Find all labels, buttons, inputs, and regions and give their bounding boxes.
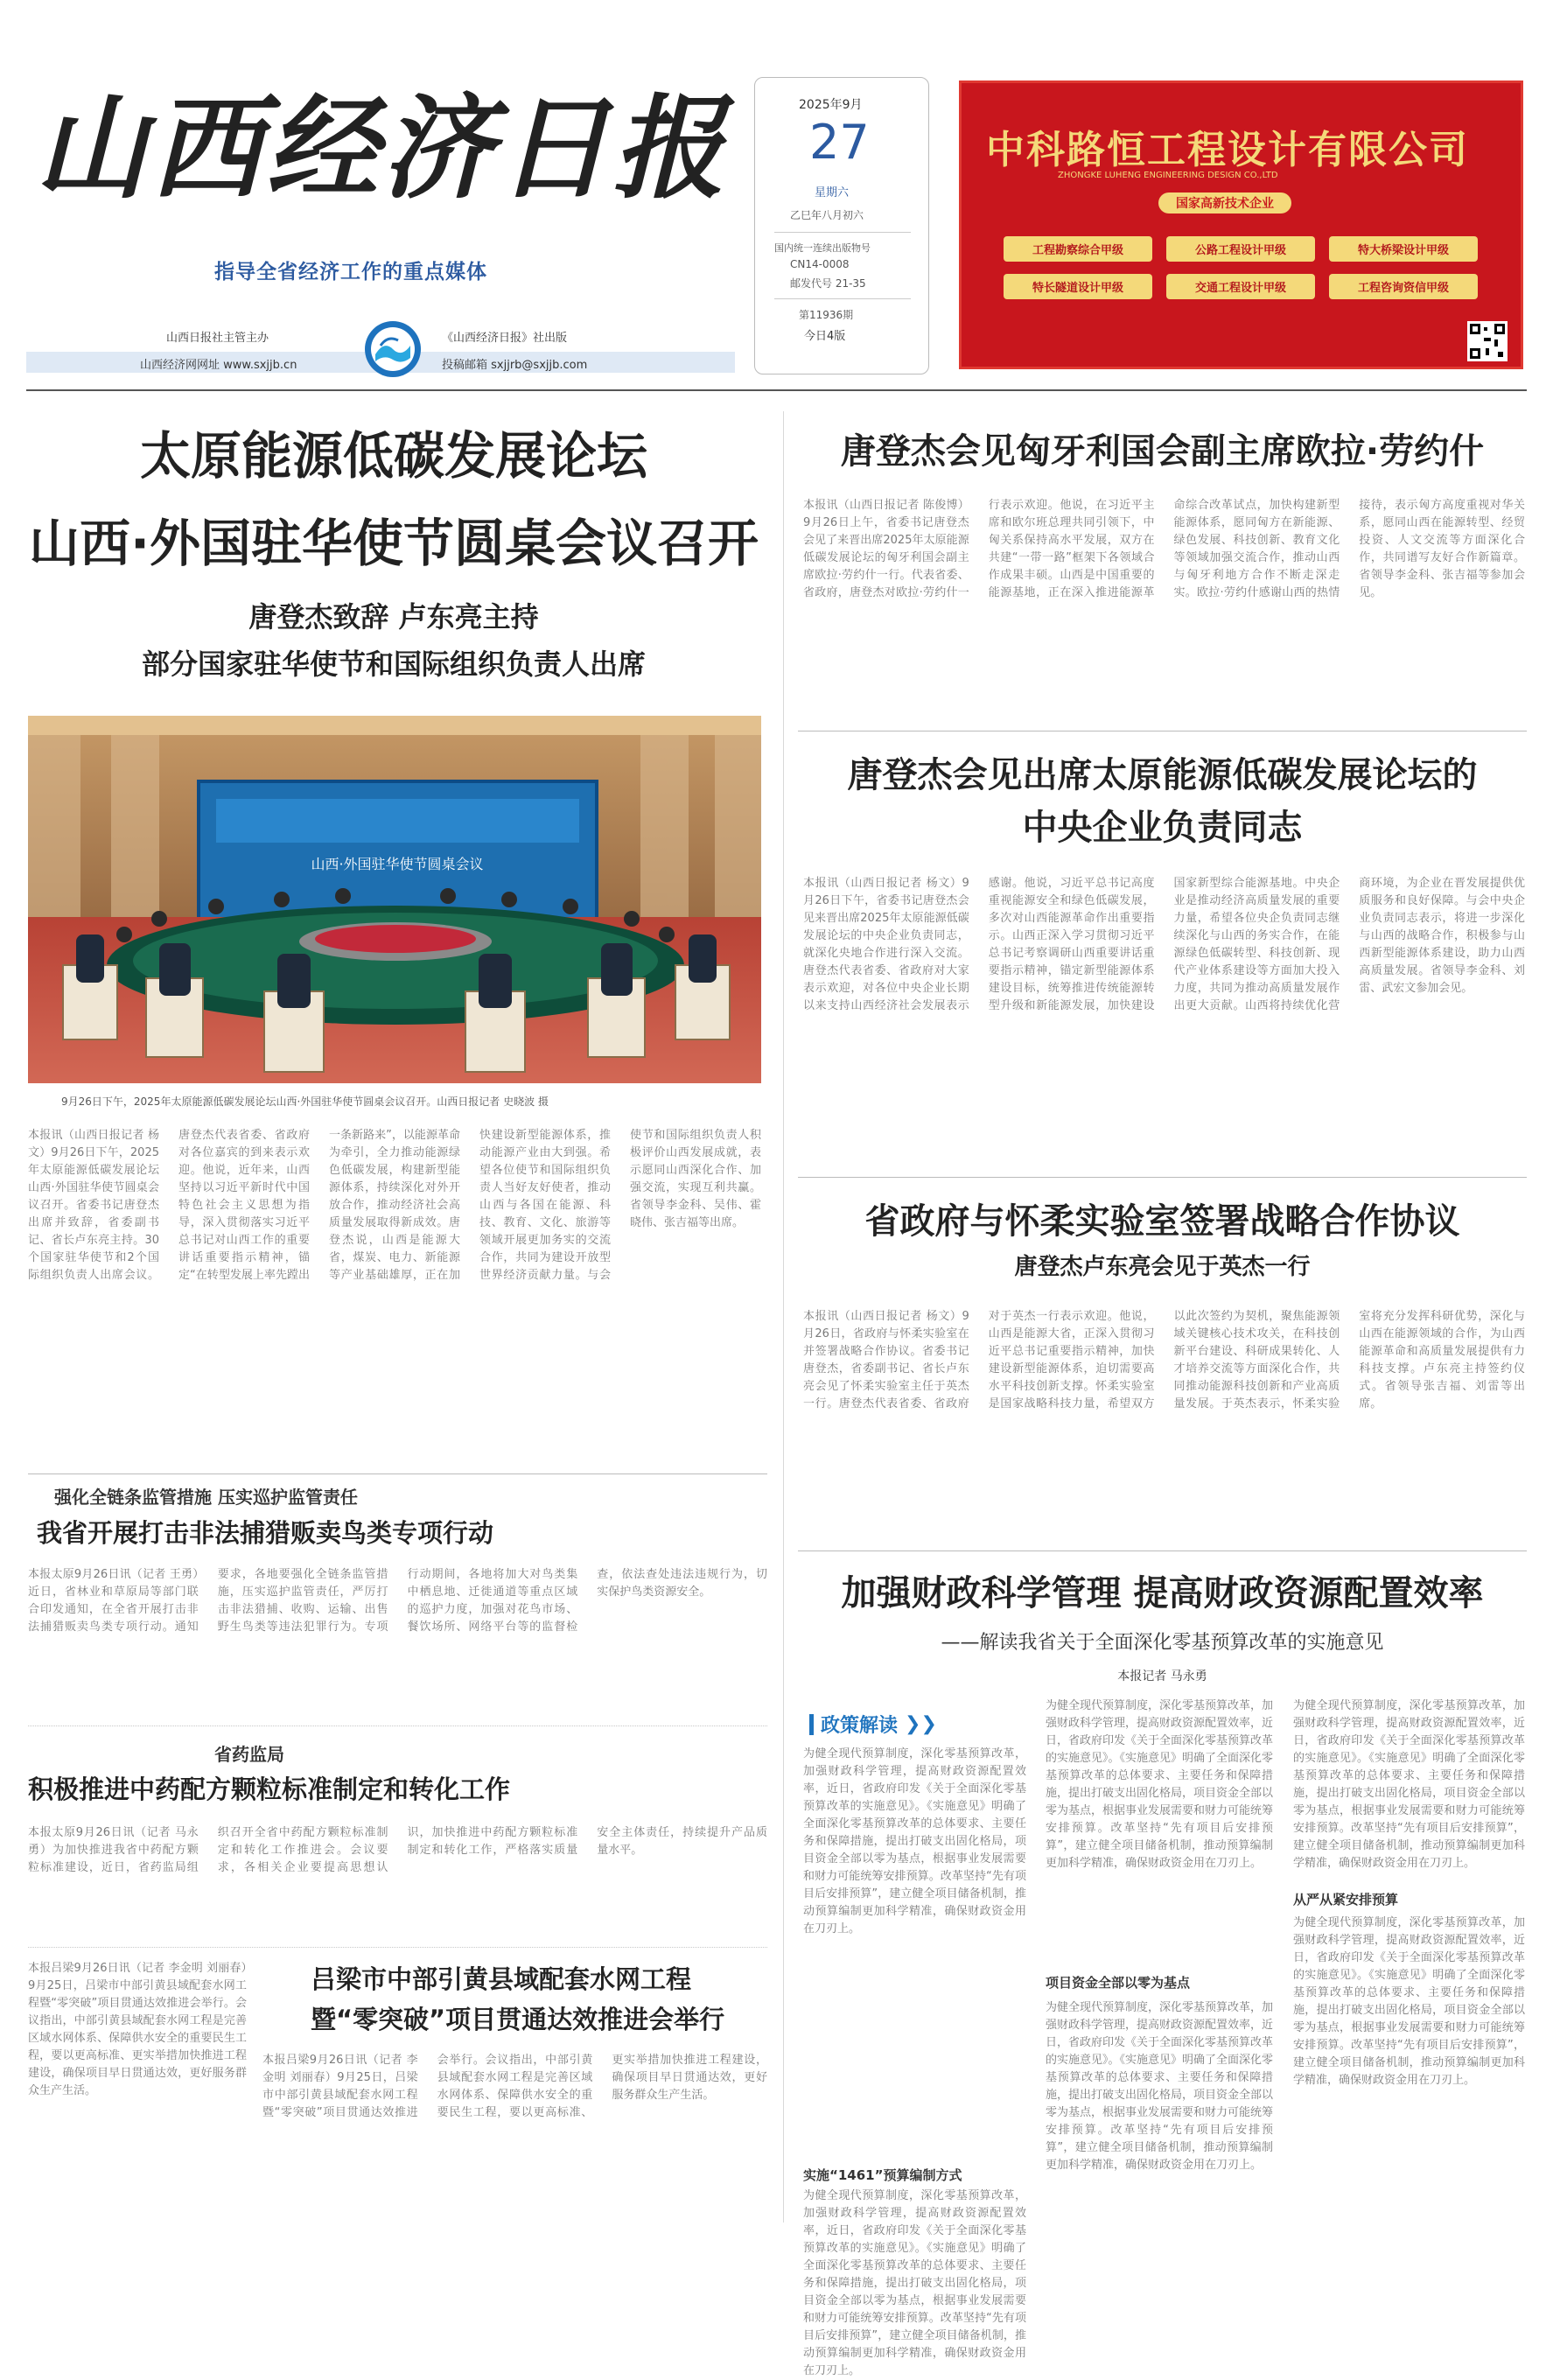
story-c-title: 省政府与怀柔实验室签署战略合作协议 (864, 1201, 1460, 1242)
pages-today: 今日4版 (804, 330, 846, 343)
divider (798, 731, 1527, 732)
ad-qual-item: 工程勘察综合甲级 (1004, 236, 1152, 262)
issn: CN14-0008 (790, 258, 850, 270)
date-lunar: 乙巳年八月初六 (790, 209, 864, 221)
story-g-byline: 本报记者 马永勇 (1117, 1670, 1207, 1684)
story-g-title: 加强财政科学管理 提高财政资源配置效率 (841, 1572, 1484, 1614)
issue-number: 第11936期 (799, 309, 854, 321)
ad-qual-item: 工程咨询资信甲级 (1329, 274, 1478, 299)
divider (798, 1550, 1527, 1551)
masthead-slogan: 指导全省经济工作的重点媒体 (214, 261, 487, 284)
lead-subhead-2: 部分国家驻华使节和国际组织负责人出席 (141, 648, 646, 681)
masthead-rule (26, 389, 1527, 391)
policy-tag (809, 1711, 937, 1738)
masthead-title: 山西经济日报 (35, 83, 729, 214)
story-g-section-3: 从严从紧安排预算 (1293, 1892, 1399, 1908)
story-b-body: 本报讯（山西日报记者 杨文）9月26日下午，省委书记唐登杰会见来晋出席2025年太原能源低碳发展论坛的中央企业负责同志，就深化央地合作进行深入交流。唐登杰代表省委、省政府对大家表示欢迎，对各位中央企业长期以来支持山西经济社会发展表示感谢。他说，习近平总书记高度重视能源安全和绿色低碳发展，多次对山西能源革命作出重要指示。山西正深入学习贯彻习近平总书记考察调研山西重要讲话重要指示精神，锚定新型能源体系建设目标，统筹推进传统能源转型升级和新能源发展，加快建设国家新型综合能源基地。中央企业是推动经济高质量发展的重要力量，希望各位央企负责同志继续深化与山西的务实合作，在能源绿色低碳转型、科技创新、现代产业体系建设等方面加大投入力度，共同为推动高质量发展作出更大贡献。山西将持续优化营商环境，为企业在晋发展提供优质服务和良好保障。与会中央企业负责同志表示，将进一步深化与山西的战略合作，积极参与山西新型能源体系建设，助力山西高质量发展。省领导李金科、刘雷、武宏文参加会见。 (803, 877, 1525, 1012)
lead-photo (28, 716, 761, 1083)
story-b-title-1: 唐登杰会见出席太原能源低碳发展论坛的 (847, 755, 1478, 795)
story-g-body-col3b: 为健全现代预算制度，深化零基预算改革，加强财政科学管理，提高财政资源配置效率，近日，省政府印发《关于全面深化零基预算改革的实施意见》。《实施意见》明确了全面深化零基预算改革的总体要求、主要任务和保障措施，提出打破支出固化格局，项目资金全部以零为基点，根据事业发展需要和财力可能统筹安排预算。改革坚持“先有项目后安排预算”，建立健全项目储备机制，推动预算编制更加科学精准，确保财政资金用在刀刃上。 (1293, 1916, 1525, 2087)
story-c-body: 本报讯（山西日报记者 杨文）9月26日，省政府与怀柔实验室在并签署战略合作协议。省委书记唐登杰，省委副书记、省长卢东亮会见了怀柔实验室主任于英杰一行。唐登杰代表省委、省政府对于英杰一行表示欢迎。他说，山西是能源大省，正深入贯彻习近平总书记重要指示精神，加快建设新型能源体系，迫切需要高水平科技创新支撑。怀柔实验室是国家战略科技力量，希望双方以此次签约为契机，聚焦能源领域关键核心技术攻关，在科技创新平台建设、科研成果转化、人才培养交流等方面深化合作，共同推动能源科技创新和产业高质量发展。于英杰表示，怀柔实验室将充分发挥科研优势，深化与山西在能源领域的合作，为山西能源革命和高质量发展提供有力科技支撑。卢东亮主持签约仪式。省领导张吉福、刘雷等出席。 (803, 1310, 1525, 1410)
story-d-title: 我省开展打击非法捕猎贩卖鸟类专项行动 (37, 1518, 494, 1548)
ad-qual-item: 公路工程设计甲级 (1166, 236, 1315, 262)
story-g-subtitle: ——解读我省关于全面深化零基预算改革的实施意见 (941, 1632, 1384, 1654)
ad-company-name: 中科路恒工程设计有限公司 (986, 128, 1469, 172)
ad-qualifications (1004, 236, 1494, 299)
date-block (754, 77, 929, 374)
email-text: 投稿邮箱 sxjjrb@sxjjb.com (442, 359, 588, 372)
ad-tag-label: 国家高新技术企业 (1176, 197, 1274, 211)
story-e-kicker: 省药监局 (214, 1744, 284, 1765)
story-f-title-1: 吕梁市中部引黄县域配套水网工程 (311, 1964, 692, 1994)
date-day: 27 (809, 115, 870, 170)
ad-qual-item: 交通工程设计甲级 (1166, 274, 1315, 299)
ad-tag (1158, 192, 1291, 214)
tag-bar-icon (809, 1714, 814, 1735)
story-g-body-col1: 为健全现代预算制度，深化零基预算改革，加强财政科学管理，提高财政资源配置效率，近日，省政府印发《关于全面深化零基预算改革的实施意见》。《实施意见》明确了全面深化零基预算改革的总体要求、主要任务和保障措施，提出打破支出固化格局，项目资金全部以零为基点，根据事业发展需要和财力可能统筹安排预算。改革坚持“先有项目后安排预算”，建立健全项目储备机制，推动预算编制更加科学精准，确保财政资金用在刀刃上。 (803, 1747, 1026, 1936)
postcode: 邮发代号 21-35 (790, 277, 866, 290)
story-f-title-2: 暨“零突破”项目贯通达效推进会举行 (311, 2005, 725, 2034)
story-g-section-2: 实施“1461”预算编制方式 (803, 2167, 962, 2183)
date-weekday: 星期六 (815, 186, 850, 200)
ad-company-en: ZHONGKE LUHENG ENGINEERING DESIGN CO.,LTD (1058, 171, 1278, 180)
story-f-body-left: 本报吕梁9月26日讯（记者 李金明 刘丽春）9月25日，吕梁市中部引黄县域配套水网工程暨“零突破”项目贯通达效推进会举行。会议指出，中部引黄县域配套水网工程是完善区域水网体系、保障供水安全的重要民生工程，要以更高标准、更实举措加快推进工程建设，确保项目早日贯通达效，更好服务群众生产生活。 (28, 1962, 247, 2097)
double-chevron-icon: ❯❯ (905, 1713, 937, 1735)
lead-body: 本报讯（山西日报记者 杨文）9月26日下午，2025年太原能源低碳发展论坛山西·外国驻华使节圆桌会议召开。省委书记唐登杰出席并致辞，省委副书记、省长卢东亮主持。30个国家驻华使节和2个国际组织负责人出席会议。唐登杰代表省委、省政府对各位嘉宾的到来表示欢迎。他说，近年来，山西坚持以习近平新时代中国特色社会主义思想为指导，深入贯彻落实习近平总书记对山西工作的重要讲话重要指示精神，锚定“在转型发展上率先蹚出一条新路来”，以能源革命为牵引，全力推动能源绿色低碳发展，构建新型能源体系，持续深化对外开放合作，推动经济社会高质量发展取得新成效。唐登杰说，山西是能源大省，煤炭、电力、新能源等产业基础雄厚，正在加快建设新型能源体系，推动能源产业由大到强。希望各位使节和国际组织负责人当好友好使者，推动山西与各国在能源、科技、教育、文化、旅游等领域开展更加务实的交流合作，共同为建设开放型世界经济贡献力量。与会使节和国际组织负责人积极评价山西发展成就，表示愿同山西深化合作、加强交流，实现互利共赢。省领导李金科、吴伟、霍晓伟、张吉福等出席。 (28, 1129, 761, 1282)
divider (28, 1947, 767, 1948)
story-g-body-col2: 为健全现代预算制度，深化零基预算改革，加强财政科学管理，提高财政资源配置效率，近日，省政府印发《关于全面深化零基预算改革的实施意见》。《实施意见》明确了全面深化零基预算改革的总体要求、主要任务和保障措施，提出打破支出固化格局，项目资金全部以零为基点，根据事业发展需要和财力可能统筹安排预算。改革坚持“先有项目后安排预算”，建立健全项目储备机制，推动预算编制更加科学精准，确保财政资金用在刀刃上。 (1046, 1699, 1274, 1870)
website-text: 山西经济网网址 www.sxjjb.cn (140, 359, 297, 372)
qr-code-icon (1467, 321, 1508, 361)
date-yearmonth: 2025年9月 (799, 98, 863, 112)
story-g-body-col2b: 为健全现代预算制度，深化零基预算改革，加强财政科学管理，提高财政资源配置效率，近日，省政府印发《关于全面深化零基预算改革的实施意见》。《实施意见》明确了全面深化零基预算改革的总体要求、主要任务和保障措施，提出打破支出固化格局，项目资金全部以零为基点，根据事业发展需要和财力可能统筹安排预算。改革坚持“先有项目后安排预算”，建立健全项目储备机制，推动预算编制更加科学精准，确保财政资金用在刀刃上。 (1046, 2001, 1274, 2172)
company-ad (959, 80, 1523, 369)
photo-caption: 9月26日下午，2025年太原能源低碳发展论坛山西·外国驻华使节圆桌会议召开。山西日报记者 史晓波 摄 (61, 1096, 549, 1108)
issn-label: 国内统一连续出版物号 (774, 242, 871, 254)
column-rule (783, 411, 784, 2222)
photo-banner-text: 山西·外国驻华使节圆桌会议 (311, 856, 484, 872)
story-e-body: 本报太原9月26日讯（记者 马永勇）为加快推进我省中药配方颗粒标准建设，近日，省药监局组织召开全省中药配方颗粒标准制定和转化工作推进会。会议要求，各相关企业要提高思想认识，加快推进中药配方颗粒标准制定和转化工作，严格落实质量安全主体责任，持续提升产品质量水平。 (28, 1826, 767, 1874)
ad-qual-item: 特大桥梁设计甲级 (1329, 236, 1478, 262)
story-g-body-col3: 为健全现代预算制度，深化零基预算改革，加强财政科学管理，提高财政资源配置效率，近日，省政府印发《关于全面深化零基预算改革的实施意见》。《实施意见》明确了全面深化零基预算改革的总体要求、主要任务和保障措施，提出打破支出固化格局，项目资金全部以零为基点，根据事业发展需要和财力可能统筹安排预算。改革坚持“先有项目后安排预算”，建立健全项目储备机制，推动预算编制更加科学精准，确保财政资金用在刀刃上。 (1293, 1699, 1525, 1870)
story-a-title: 唐登杰会见匈牙利国会副主席欧拉·劳约什 (840, 431, 1485, 472)
sponsor-text: 山西日报社主管主办 (166, 332, 269, 345)
ad-qual-item: 特长隧道设计甲级 (1004, 274, 1152, 299)
lead-headline-2: 山西·外国驻华使节圆桌会议召开 (28, 514, 759, 573)
story-f-body-right: 本报吕梁9月26日讯（记者 李金明 刘丽春）9月25日，吕梁市中部引黄县域配套水网工程暨“零突破”项目贯通达效推进会举行。会议指出，中部引黄县域配套水网工程是完善区域水网体系、保障供水安全的重要民生工程，要以更高标准、更实举措加快推进工程建设，确保项目早日贯通达效，更好服务群众生产生活。 (262, 2054, 767, 2119)
story-d-kicker: 强化全链条监管措施 压实巡护监管责任 (54, 1487, 358, 1508)
lead-headline-1: 太原能源低碳发展论坛 (139, 426, 647, 486)
story-b-title-2: 中央企业负责同志 (1022, 808, 1303, 848)
story-a-body: 本报讯（山西日报记者 陈俊博）9月26日上午，省委书记唐登杰会见了来晋出席2025年太原能源低碳发展论坛的匈牙利国会副主席欧拉·劳约什一行。代表省委、省政府，唐登杰对欧拉·劳约什一行表示欢迎。他说，在习近平主席和欧尔班总理共同引领下，中匈关系保持高水平发展，双方在共建“一带一路”框架下各领域合作成果丰硕。山西是中国重要的能源基地，正在深入推进能源革命综合改革试点，加快构建新型能源体系，愿同匈方在新能源、绿色发展、科技创新、教育文化等领域加强交流合作，推动山西与匈牙利地方合作不断走深走实。欧拉·劳约什感谢山西的热情接待，表示匈方高度重视对华关系，愿同山西在能源转型、经贸投资、人文交流等方面深化合作，共同谱写友好合作新篇章。省领导李金科、张吉福等参加会见。 (803, 499, 1525, 599)
policy-tag-label: 政策解读 (821, 1715, 899, 1737)
press-logo-icon (363, 319, 423, 379)
lead-subhead-1: 唐登杰致辞 卢东亮主持 (248, 600, 539, 634)
story-c-subtitle: 唐登杰卢东亮会见于英杰一行 (1014, 1254, 1311, 1280)
divider (798, 1177, 1527, 1178)
story-g-body-col1b: 为健全现代预算制度，深化零基预算改革，加强财政科学管理，提高财政资源配置效率，近日，省政府印发《关于全面深化零基预算改革的实施意见》。《实施意见》明确了全面深化零基预算改革的总体要求、主要任务和保障措施，提出打破支出固化格局，项目资金全部以零为基点，根据事业发展需要和财力可能统筹安排预算。改革坚持“先有项目后安排预算”，建立健全项目储备机制，推动预算编制更加科学精准，确保财政资金用在刀刃上。 (803, 2189, 1026, 2377)
story-d-body: 本报太原9月26日讯（记者 王勇）近日，省林业和草原局等部门联合印发通知，在全省开展打击非法捕猎贩卖鸟类专项行动。通知要求，各地要强化全链条监管措施，压实巡护监管责任，严厉打击非法猎捕、收购、运输、出售野生鸟类等违法犯罪行为。专项行动期间，各地将加大对鸟类集中栖息地、迁徙通道等重点区域的巡护力度，加强对花鸟市场、餐饮场所、网络平台等的监督检查，依法查处违法违规行为，切实保护鸟类资源安全。 (28, 1568, 767, 1634)
story-g-section-1: 项目资金全部以零为基点 (1046, 1975, 1191, 1991)
story-e-title: 积极推进中药配方颗粒标准制定和转化工作 (28, 1774, 511, 1804)
edition-text: 《山西经济日报》社出版 (442, 332, 568, 345)
